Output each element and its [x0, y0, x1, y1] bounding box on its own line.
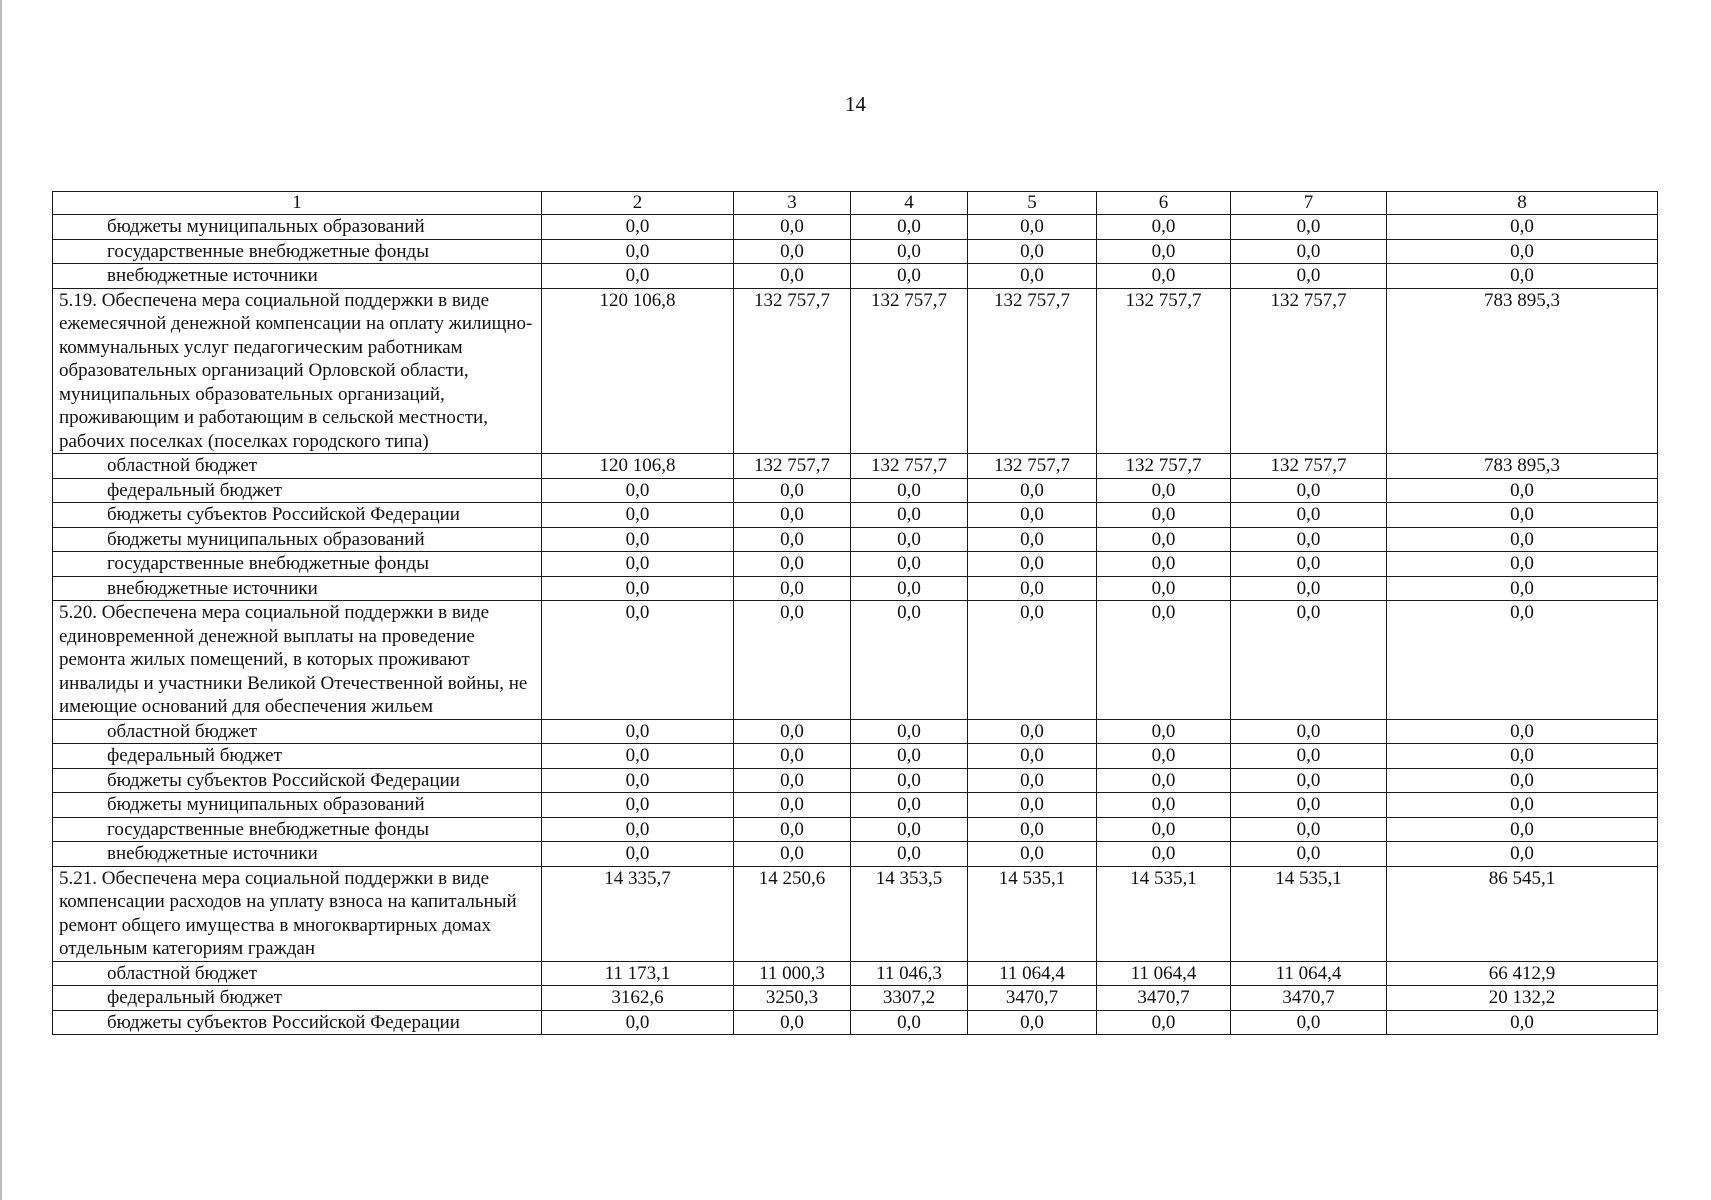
value-cell: 0,0 [968, 503, 1097, 528]
value-cell: 0,0 [1231, 264, 1387, 289]
value-cell: 0,0 [851, 552, 968, 577]
value-cell: 11 046,3 [851, 961, 968, 986]
value-cell: 11 064,4 [1231, 961, 1387, 986]
value-cell: 0,0 [542, 576, 734, 601]
table-row-source [53, 817, 1658, 842]
value-cell: 0,0 [968, 719, 1097, 744]
funding-source-label: государственные внебюджетные фонды [53, 239, 542, 264]
value-cell: 0,0 [1387, 552, 1658, 577]
value-cell: 0,0 [734, 215, 851, 240]
value-cell: 0,0 [542, 478, 734, 503]
value-cell: 3307,2 [851, 986, 968, 1011]
value-cell: 0,0 [851, 601, 968, 720]
value-cell: 132 757,7 [968, 454, 1097, 479]
value-cell: 0,0 [542, 1010, 734, 1035]
value-cell: 14 250,6 [734, 866, 851, 961]
table-row-measure [53, 601, 1658, 720]
value-cell: 783 895,3 [1387, 288, 1658, 454]
value-cell: 0,0 [542, 527, 734, 552]
value-cell: 0,0 [1231, 552, 1387, 577]
value-cell: 0,0 [1387, 744, 1658, 769]
value-cell: 0,0 [734, 793, 851, 818]
value-cell: 14 535,1 [1097, 866, 1231, 961]
value-cell: 0,0 [1097, 719, 1231, 744]
value-cell: 0,0 [968, 527, 1097, 552]
table-row-source [53, 552, 1658, 577]
value-cell: 0,0 [1097, 842, 1231, 867]
value-cell: 0,0 [851, 793, 968, 818]
value-cell: 0,0 [1231, 527, 1387, 552]
value-cell: 0,0 [1097, 744, 1231, 769]
value-cell: 0,0 [851, 215, 968, 240]
value-cell: 0,0 [968, 576, 1097, 601]
funding-source-label: внебюджетные источники [53, 842, 542, 867]
value-cell: 0,0 [1231, 768, 1387, 793]
value-cell: 0,0 [542, 744, 734, 769]
value-cell: 0,0 [734, 1010, 851, 1035]
value-cell: 0,0 [1097, 817, 1231, 842]
column-number-cell: 4 [851, 192, 968, 215]
value-cell: 3250,3 [734, 986, 851, 1011]
value-cell: 0,0 [542, 215, 734, 240]
value-cell: 14 335,7 [542, 866, 734, 961]
measure-description: 5.19. Обеспечена мера социальной поддержки в виде ежемесячной денежной компенсации на оплату жилищно-коммунальных услуг педагогическим работникам образовательных организаций Орловской области, муниципальных образовательных организаций, проживающим и работающим в сельской местности, рабочих поселках (поселках городского типа) [53, 288, 542, 454]
funding-source-label: бюджеты субъектов Российской Федерации [53, 503, 542, 528]
value-cell: 0,0 [851, 527, 968, 552]
value-cell: 0,0 [1097, 601, 1231, 720]
column-number-cell: 8 [1387, 192, 1658, 215]
value-cell: 132 757,7 [734, 288, 851, 454]
value-cell: 132 757,7 [851, 454, 968, 479]
value-cell: 0,0 [734, 478, 851, 503]
value-cell: 0,0 [1097, 552, 1231, 577]
value-cell: 0,0 [1231, 842, 1387, 867]
value-cell: 0,0 [968, 744, 1097, 769]
funding-source-label: федеральный бюджет [53, 478, 542, 503]
table-row-source [53, 986, 1658, 1011]
value-cell: 0,0 [1387, 842, 1658, 867]
value-cell: 0,0 [1231, 239, 1387, 264]
value-cell: 0,0 [968, 478, 1097, 503]
table-row-source [53, 215, 1658, 240]
value-cell: 86 545,1 [1387, 866, 1658, 961]
column-number-cell: 3 [734, 192, 851, 215]
value-cell: 0,0 [968, 239, 1097, 264]
value-cell: 0,0 [1387, 817, 1658, 842]
value-cell: 120 106,8 [542, 288, 734, 454]
table-row-source [53, 719, 1658, 744]
funding-source-label: федеральный бюджет [53, 986, 542, 1011]
value-cell: 0,0 [851, 842, 968, 867]
table-row-source [53, 744, 1658, 769]
measure-description: 5.21. Обеспечена мера социальной поддержки в виде компенсации расходов на уплату взноса на капитальный ремонт общего имущества в многоквартирных домах отдельным категориям граждан [53, 866, 542, 961]
funding-source-label: областной бюджет [53, 719, 542, 744]
value-cell: 132 757,7 [734, 454, 851, 479]
column-number-row [53, 192, 1658, 215]
value-cell: 14 353,5 [851, 866, 968, 961]
value-cell: 0,0 [1097, 527, 1231, 552]
page-number: 14 [845, 92, 866, 116]
table-row-source [53, 1010, 1658, 1035]
value-cell: 0,0 [1387, 601, 1658, 720]
value-cell: 0,0 [968, 817, 1097, 842]
value-cell: 0,0 [734, 239, 851, 264]
value-cell: 0,0 [968, 215, 1097, 240]
value-cell: 0,0 [851, 264, 968, 289]
value-cell: 0,0 [1097, 503, 1231, 528]
column-number-cell: 7 [1231, 192, 1387, 215]
value-cell: 14 535,1 [1231, 866, 1387, 961]
value-cell: 0,0 [968, 842, 1097, 867]
value-cell: 0,0 [1387, 264, 1658, 289]
value-cell: 0,0 [734, 768, 851, 793]
table-row-source [53, 454, 1658, 479]
value-cell: 0,0 [851, 719, 968, 744]
funding-source-label: областной бюджет [53, 961, 542, 986]
value-cell: 0,0 [1387, 768, 1658, 793]
budget-table [52, 191, 1658, 1035]
value-cell: 11 064,4 [1097, 961, 1231, 986]
value-cell: 132 757,7 [1097, 288, 1231, 454]
funding-source-label: областной бюджет [53, 454, 542, 479]
table-body [53, 192, 1658, 1035]
measure-description: 5.20. Обеспечена мера социальной поддержки в виде единовременной денежной выплаты на проведение ремонта жилых помещений, в которых проживают инвалиды и участники Великой Отечественной войны, не имеющие оснований для обеспечения жильем [53, 601, 542, 720]
value-cell: 0,0 [851, 503, 968, 528]
value-cell: 0,0 [734, 576, 851, 601]
table-row-measure [53, 288, 1658, 454]
value-cell: 0,0 [734, 552, 851, 577]
table-row-source [53, 264, 1658, 289]
value-cell: 0,0 [542, 817, 734, 842]
value-cell: 0,0 [542, 719, 734, 744]
value-cell: 66 412,9 [1387, 961, 1658, 986]
value-cell: 0,0 [1231, 215, 1387, 240]
table-row-source [53, 239, 1658, 264]
value-cell: 0,0 [734, 817, 851, 842]
value-cell: 0,0 [1387, 576, 1658, 601]
value-cell: 0,0 [1097, 264, 1231, 289]
value-cell: 0,0 [1387, 503, 1658, 528]
value-cell: 783 895,3 [1387, 454, 1658, 479]
value-cell: 0,0 [734, 527, 851, 552]
value-cell: 0,0 [542, 503, 734, 528]
value-cell: 0,0 [1231, 793, 1387, 818]
table-row-source [53, 768, 1658, 793]
value-cell: 20 132,2 [1387, 986, 1658, 1011]
table-row-source [53, 793, 1658, 818]
value-cell: 0,0 [851, 768, 968, 793]
value-cell: 0,0 [542, 552, 734, 577]
column-number-cell: 2 [542, 192, 734, 215]
value-cell: 0,0 [1387, 719, 1658, 744]
value-cell: 11 064,4 [968, 961, 1097, 986]
funding-source-label: бюджеты субъектов Российской Федерации [53, 768, 542, 793]
table-row-source [53, 527, 1658, 552]
value-cell: 3162,6 [542, 986, 734, 1011]
value-cell: 0,0 [1097, 478, 1231, 503]
value-cell: 0,0 [734, 601, 851, 720]
value-cell: 0,0 [734, 503, 851, 528]
scan-edge [0, 0, 2, 1200]
value-cell: 0,0 [542, 768, 734, 793]
value-cell: 0,0 [1387, 527, 1658, 552]
funding-source-label: внебюджетные источники [53, 264, 542, 289]
funding-source-label: государственные внебюджетные фонды [53, 817, 542, 842]
value-cell: 0,0 [968, 768, 1097, 793]
value-cell: 132 757,7 [1231, 454, 1387, 479]
value-cell: 0,0 [1097, 215, 1231, 240]
value-cell: 3470,7 [968, 986, 1097, 1011]
value-cell: 0,0 [542, 264, 734, 289]
value-cell: 0,0 [1231, 1010, 1387, 1035]
table-row-source [53, 478, 1658, 503]
table-row-source [53, 961, 1658, 986]
value-cell: 14 535,1 [968, 866, 1097, 961]
value-cell: 0,0 [1387, 215, 1658, 240]
value-cell: 132 757,7 [1097, 454, 1231, 479]
value-cell: 120 106,8 [542, 454, 734, 479]
value-cell: 0,0 [1387, 239, 1658, 264]
value-cell: 0,0 [734, 744, 851, 769]
value-cell: 3470,7 [1097, 986, 1231, 1011]
value-cell: 132 757,7 [968, 288, 1097, 454]
funding-source-label: бюджеты субъектов Российской Федерации [53, 1010, 542, 1035]
column-number-cell: 1 [53, 192, 542, 215]
column-number-cell: 6 [1097, 192, 1231, 215]
funding-source-label: бюджеты муниципальных образований [53, 527, 542, 552]
table-row-source [53, 503, 1658, 528]
value-cell: 0,0 [1231, 503, 1387, 528]
value-cell: 0,0 [851, 239, 968, 264]
value-cell: 0,0 [1097, 768, 1231, 793]
value-cell: 11 000,3 [734, 961, 851, 986]
funding-source-label: бюджеты муниципальных образований [53, 215, 542, 240]
value-cell: 0,0 [1231, 576, 1387, 601]
value-cell: 0,0 [968, 1010, 1097, 1035]
column-number-cell: 5 [968, 192, 1097, 215]
funding-source-label: бюджеты муниципальных образований [53, 793, 542, 818]
table-row-source [53, 842, 1658, 867]
funding-source-label: государственные внебюджетные фонды [53, 552, 542, 577]
value-cell: 0,0 [1231, 817, 1387, 842]
table-row-measure [53, 866, 1658, 961]
value-cell: 0,0 [734, 842, 851, 867]
value-cell: 0,0 [1387, 478, 1658, 503]
value-cell: 0,0 [1231, 478, 1387, 503]
value-cell: 0,0 [1231, 601, 1387, 720]
value-cell: 0,0 [851, 817, 968, 842]
funding-source-label: федеральный бюджет [53, 744, 542, 769]
table-row-source [53, 576, 1658, 601]
value-cell: 132 757,7 [851, 288, 968, 454]
value-cell: 132 757,7 [1231, 288, 1387, 454]
value-cell: 0,0 [968, 264, 1097, 289]
value-cell: 0,0 [734, 264, 851, 289]
funding-source-label: внебюджетные источники [53, 576, 542, 601]
value-cell: 0,0 [542, 239, 734, 264]
value-cell: 0,0 [851, 478, 968, 503]
value-cell: 0,0 [1231, 719, 1387, 744]
value-cell: 0,0 [1097, 1010, 1231, 1035]
value-cell: 0,0 [968, 601, 1097, 720]
value-cell: 0,0 [968, 793, 1097, 818]
value-cell: 3470,7 [1231, 986, 1387, 1011]
value-cell: 11 173,1 [542, 961, 734, 986]
value-cell: 0,0 [968, 552, 1097, 577]
value-cell: 0,0 [1387, 1010, 1658, 1035]
value-cell: 0,0 [851, 576, 968, 601]
value-cell: 0,0 [542, 601, 734, 720]
value-cell: 0,0 [542, 793, 734, 818]
value-cell: 0,0 [1097, 576, 1231, 601]
value-cell: 0,0 [1231, 744, 1387, 769]
value-cell: 0,0 [851, 1010, 968, 1035]
value-cell: 0,0 [851, 744, 968, 769]
value-cell: 0,0 [542, 842, 734, 867]
value-cell: 0,0 [734, 719, 851, 744]
value-cell: 0,0 [1387, 793, 1658, 818]
value-cell: 0,0 [1097, 793, 1231, 818]
value-cell: 0,0 [1097, 239, 1231, 264]
